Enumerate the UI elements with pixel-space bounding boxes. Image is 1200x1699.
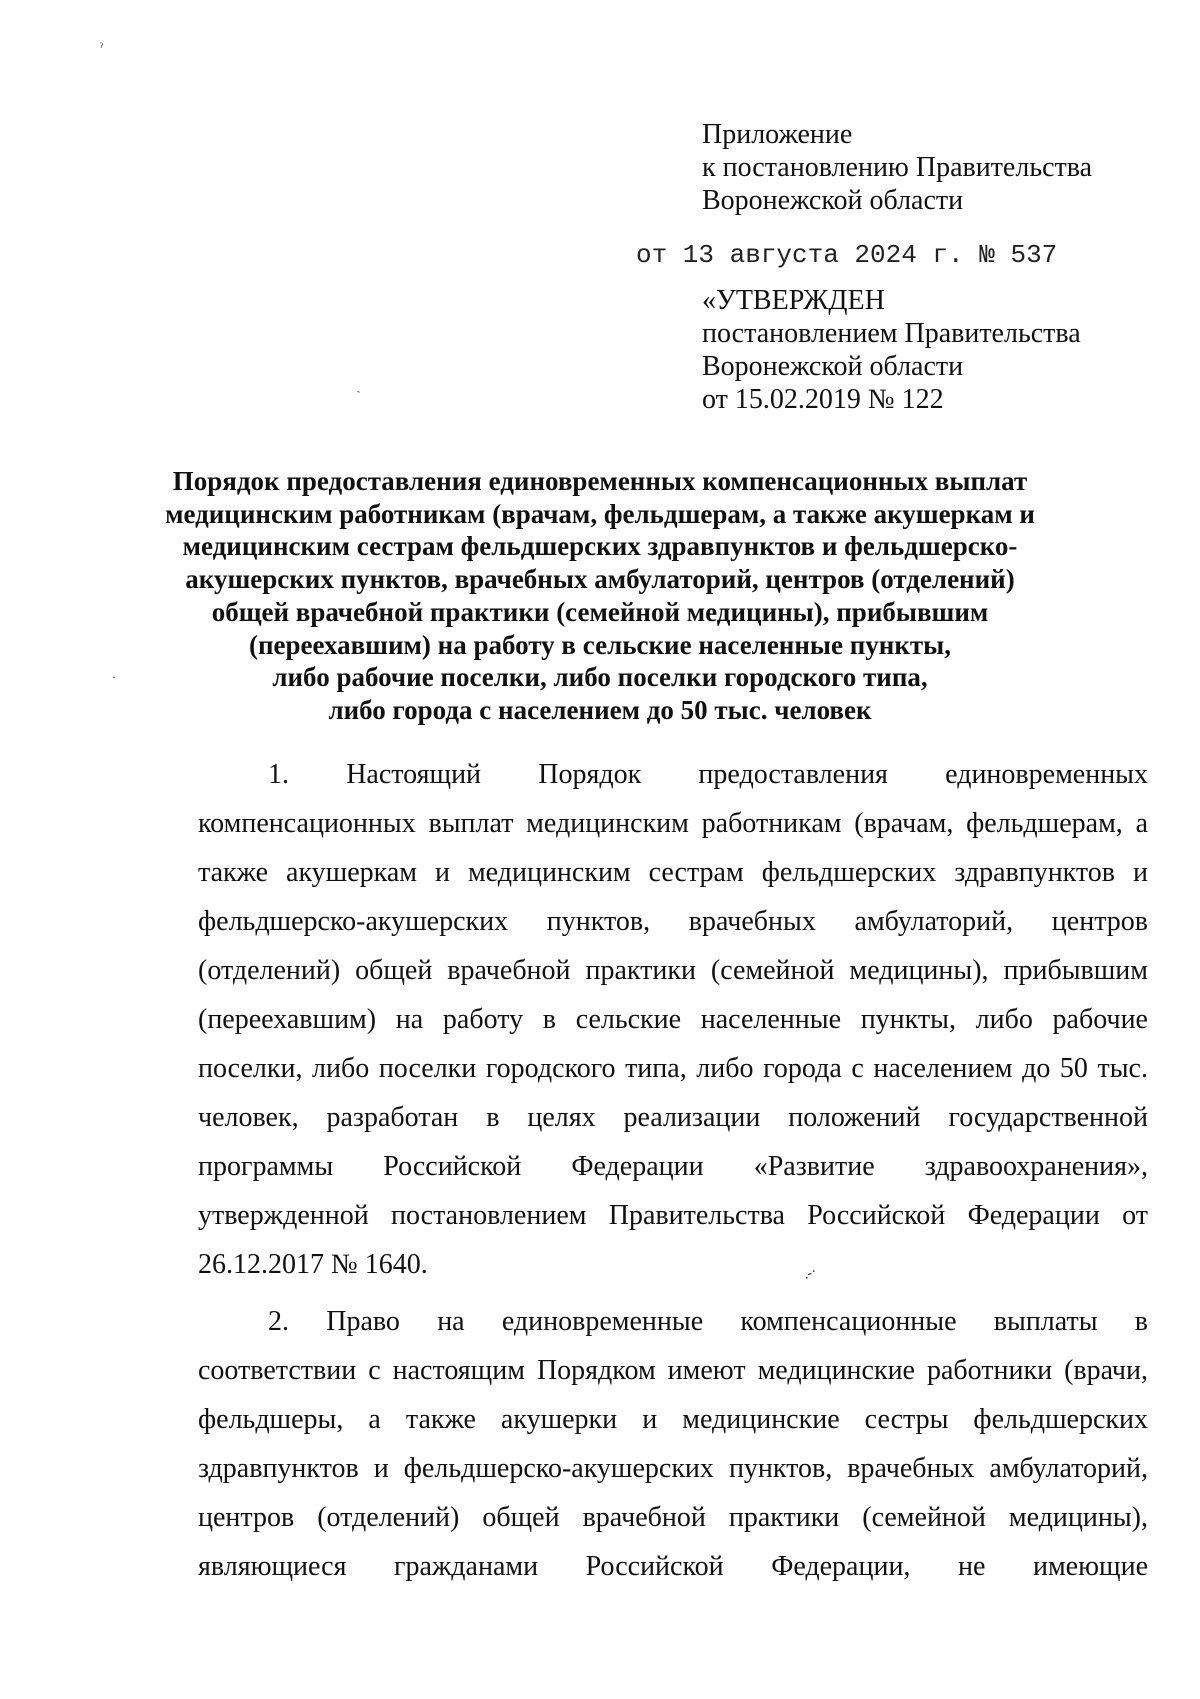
scan-speck: .-· — [801, 1264, 819, 1283]
paragraph-line: поселки, либо поселки городского типа, либо города с населением до 50 тыс. — [198, 1053, 1148, 1084]
approved-line: постановлением Правительства — [702, 318, 1081, 349]
scan-speck: ˏ — [350, 380, 361, 395]
title-line: общей врачебной практики (семейной медицины), прибывшим — [211, 596, 989, 627]
scan-speck: · — [112, 670, 116, 684]
title-line: (переехавшим) на работу в сельские населенные пункты, — [248, 629, 951, 660]
order-reference: от 13 августа 2024 г. № 537 — [636, 240, 1058, 270]
approved-block — [702, 284, 1081, 416]
paragraph-line: фельдшеры, а также акушерки и медицинские сестры фельдшерских — [198, 1404, 1148, 1435]
paragraph-line: программы Российской Федерации «Развитие здравоохранения», — [198, 1151, 1148, 1182]
paragraph-line: также акушеркам и медицинским сестрам фельдшерских здравпунктов и — [198, 857, 1148, 888]
paragraph-line: здравпунктов и фельдшерско-акушерских пунктов, врачебных амбулаторий, — [198, 1453, 1148, 1484]
appendix-line: Приложение — [702, 119, 853, 150]
approved-line: от 15.02.2019 № 122 — [702, 384, 944, 415]
paragraph-line: компенсационных выплат медицинским работникам (врачам, фельдшерам, а — [198, 808, 1148, 839]
paragraph-line: являющиеся гражданами Российской Федерации, не имеющие — [198, 1551, 1148, 1582]
title-line: медицинским сестрам фельдшерских здравпунктов и фельдшерско- — [182, 531, 1018, 562]
paragraph-line: соответствии с настоящим Порядком имеют медицинские работники (врачи, — [198, 1355, 1148, 1386]
title-line: акушерских пунктов, врачебных амбулаторий, центров (отделений) — [185, 564, 1015, 595]
paragraph-line: 1. Настоящий Порядок предоставления единовременных — [268, 759, 1148, 790]
paragraph-line: утвержденной постановлением Правительства Российской Федерации от — [198, 1200, 1148, 1231]
paragraph-line: фельдшерско-акушерских пунктов, врачебных амбулаторий, центров — [198, 906, 1148, 937]
title-line: либо города с населением до 50 тыс. человек — [328, 694, 872, 725]
paragraph-line: центров (отделений) общей врачебной практики (семейной медицины), — [198, 1502, 1148, 1533]
appendix-line: Воронежской области — [702, 185, 964, 216]
title-line: медицинским работникам (врачам, фельдшерам, а также акушеркам и — [165, 498, 1035, 529]
paragraph-line: (отделений) общей врачебной практики (семейной медицины), прибывшим — [198, 955, 1148, 986]
title-line: Порядок предоставления единовременных компенсационных выплат — [172, 466, 1028, 496]
scan-speck: ˀ — [100, 40, 103, 54]
appendix-line: к постановлению Правительства — [702, 152, 1093, 183]
approved-line: Воронежской области — [702, 351, 964, 382]
document-title — [150, 465, 1050, 727]
appendix-block — [702, 118, 1092, 217]
paragraph-line: (переехавшим) на работу в сельские населенные пункты, либо рабочие — [198, 1004, 1148, 1035]
paragraph-line: 26.12.2017 № 1640. — [198, 1249, 428, 1280]
paragraph-line: 2. Право на единовременные компенсационные выплаты в — [268, 1306, 1148, 1337]
title-line: либо рабочие поселки, либо поселки городского типа, — [272, 662, 928, 693]
paragraph-line: человек, разработан в целях реализации положений государственной — [198, 1102, 1148, 1133]
approved-line: «УТВЕРЖДЕН — [702, 285, 885, 316]
